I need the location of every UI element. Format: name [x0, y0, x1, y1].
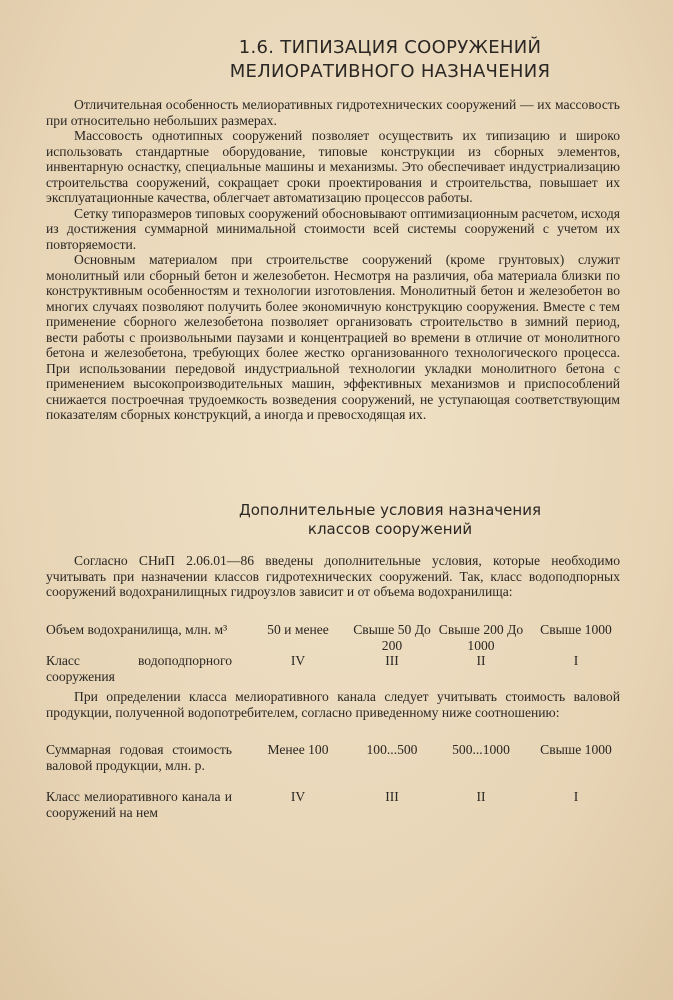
- table1-cell: II: [476, 653, 486, 668]
- table2-cell: IV: [290, 789, 306, 804]
- table2-row2-label: Класс мелиоративного канала и сооружений на нем: [46, 789, 232, 820]
- paragraph: Отличительная особенность мелиоративных гидротехнических сооружений — их массовость при относительно небольших размерах.: [46, 97, 620, 128]
- table2-row1-label: Суммарная годовая стоимость валовой продукции, млн. р.: [46, 742, 232, 773]
- table2-cell: I: [573, 789, 579, 804]
- table1-cell: Свыше 50 До 200: [353, 622, 431, 653]
- section-title-line1: 1.6. ТИПИЗАЦИЯ СООРУЖЕНИЙ: [238, 37, 542, 58]
- paragraph: Основным материалом при строительстве сооружений (кроме грунтовых) служит монолитный или сборный бетон и железобетон. Несмотря на различия, оба материала близки по конструктивным особенностям и технологии изготовления. Монолитный бетон и железобетон во многих случаях позволяют получить более экономичную конструкцию сооружения. Вместе с тем применение сборного железобетона позволяет организовать строительство в зимний период, вести работы с произвольными паузами и концентрацией во времени в отличие от монолитного бетона и железобетона, требующих более жестко организованного технологического процесса. При использовании передовой индустриальной технологии укладки монолитного бетона с применением высокопроизводительных машин, эффективных механизмов и приспособлений снижается построечная трудоемкость возведения сооружений, не уступающая соответствующим показателям сборных конструкций, а иногда и превосходящая их.: [46, 252, 620, 422]
- paragraph: При определении класса мелиоративного канала следует учитывать стоимость валовой продукции, полученной водопотребителем, согласно приведенному ниже соотношению:: [46, 689, 620, 720]
- table2-cell: 100...500: [366, 742, 418, 757]
- section-title-line2: МЕЛИОРАТИВНОГО НАЗНАЧЕНИЯ: [229, 61, 551, 82]
- table1-cell: 50 и менее: [267, 622, 329, 637]
- section-body: [46, 97, 620, 423]
- table1-row1-label: Объем водохранилища, млн. м³: [46, 622, 228, 637]
- table1-cell: III: [385, 653, 399, 668]
- subsection-title-line1: Дополнительные условия назначения: [239, 501, 541, 519]
- paragraph: Сетку типоразмеров типовых сооружений обосновывают оптимизационным расчетом, исходя из достижения суммарной минимальной стоимости всей системы сооружений с учетом их повторяемости.: [46, 205, 620, 252]
- table1-row2-label: Класс водоподпорного сооружения: [46, 653, 232, 684]
- table1-cell: Свыше 1000: [540, 622, 612, 637]
- table2-cell: Менее 100: [267, 742, 329, 757]
- subsection-title-line2: классов сооружений: [307, 520, 473, 538]
- table2-cell: 500...1000: [452, 742, 510, 757]
- paragraph: Согласно СНиП 2.06.01—86 введены дополнительные условия, которые необходимо учитывать при назначении классов гидротехнических сооружений. Так, класс водоподпорных сооружений водохранилищных гидроузлов зависит и от объема водохранилища:: [46, 553, 620, 599]
- canal-paragraph-block: [46, 689, 620, 720]
- table2-cell: II: [476, 789, 486, 804]
- table2-cell: Свыше 1000: [540, 742, 612, 757]
- snip-paragraph-block: [46, 553, 620, 600]
- table2-cell: III: [385, 789, 399, 804]
- table1-cell: I: [573, 653, 579, 668]
- table1-cell: IV: [290, 653, 306, 668]
- table1-cell: Свыше 200 До 1000: [438, 622, 524, 653]
- paragraph: Массовость однотипных сооружений позволяет осуществить их типизацию и широко использовать стандартные оборудование, типовые конструкции из сборных элементов, инвентарную оснастку, специальные машины и механизмы. Это обеспечивает индустриализацию строительства сооружений, сокращает сроки проектирования и строительства, повышает их эксплуатационные качества, облегчает автоматизацию процессов работы.: [46, 128, 620, 205]
